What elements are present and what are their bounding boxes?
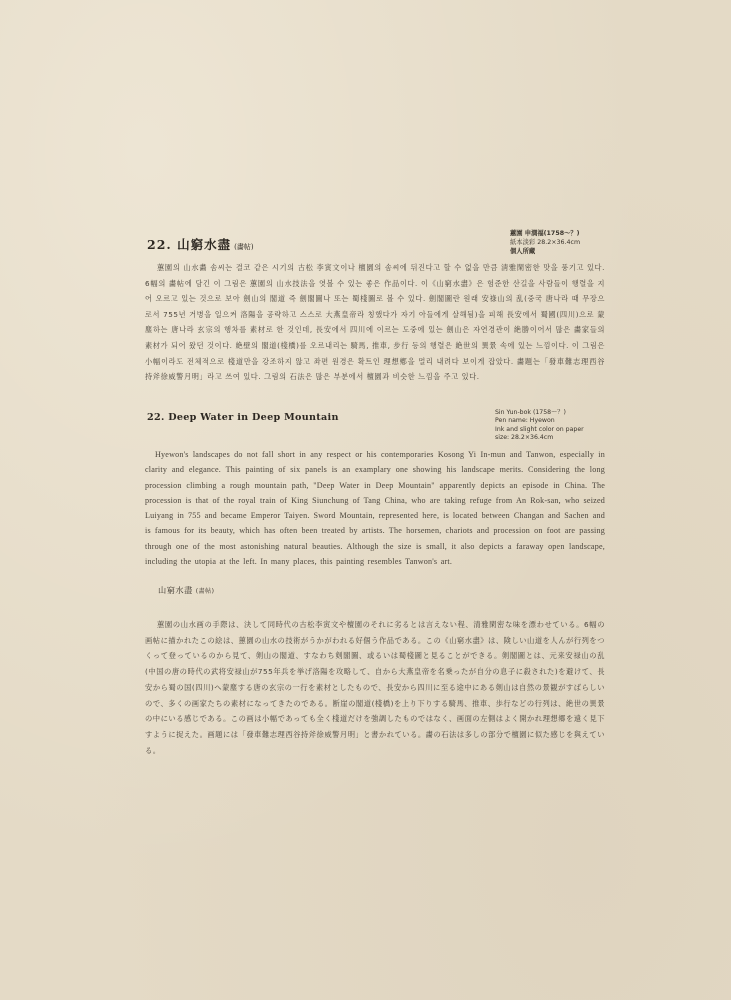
korean-artwork-meta [510,229,580,256]
english-body-text: Hyewon's landscapes do not fall short in any respect or his contemporaries Kosong Yi In-mun and Tanwon, especially in clarity and elegance. This painting of six panels is an examplary one showing his landscape merits. Considering the long procession climbing a rough mountain path, "Deep Water in Deep Mountain" apparently depicts an episode in China. The procession is that of the royal train of King Siunchung of Tang China, who are taking refuge from An Rok-san, who seized Luiyang in 755 and became Emperor Taiyen. Sword Mountain, represented here, is located between Changan and Sachen and is famous for its beauty, which has often been treated by artists. The horsemen, chariots and procession on foot are passing through one of the most astonishing natural beauties. Although the size is small, it also depicts a faraway open landscape, including the utopia at the left. In many places, this painting resembles Tanwon's art. [145,450,605,567]
japanese-section [145,585,605,758]
korean-header [145,226,605,260]
korean-meta-collection: 個人所藏 [510,248,536,255]
japanese-title-text: 山窮水盡 [158,585,193,595]
korean-section [145,226,605,385]
english-artwork-meta [495,409,584,443]
japanese-body-text: 蕙園の山水画の手際は、決して同時代の古松李寅文や檀園のそれに劣るとは言えない程、清雅閑密な味を漂わせている。6幅の画帖に描かれたこの絵は、蕙園の山水の技術がうかがわれる好個う作品である。この《山窮水盡》は、険しい山道を人んが行列をつくって登っているのから見て、剣山の閣道、すなわち剣閣圖、或るいは蜀棧圖と見ることができる。剣閣圖とは、元来安禄山の乱(中国の唐の時代の武将安禄山が755年兵を挙げ洛陽を攻略して、自から大燕皇帝を名乗ったが自分の息子に殺された)を避けて、長安から蜀の国(四川)へ蒙塵する唐の玄宗の一行を素材としたもので、長安から四川に至る途中にある剣山は自然の景観がすばらしいので、多くの画家たちの素材になってきたのである。断崖の閣道(棧橋)を上り下りする騎馬、推車、歩行などの行列は、絶世の異景の中にいる感じである。この画は小幅であっても全く棧道だけを強調したものではなく、画面の左側はよく開かれ理想郷を遠く見下すように捉えた。画題には「發車難志理西谷持斧徐威警月明」と書かれている。畵の石法は多しの部分で檀園に似た感じを與えている。 [145,620,606,755]
english-header [145,407,605,447]
korean-title-text: 22. 山窮水盡 [147,237,232,252]
japanese-title-sub: (畵帖) [195,588,215,595]
english-section [145,407,605,569]
korean-title-sub: (畵帖) [234,243,254,251]
japanese-title [158,585,605,596]
japanese-header [145,585,605,617]
english-meta-medium: Ink and slight color on paper [495,425,584,433]
english-meta-artist: Sin Yun-bok (1758～？) [495,409,566,416]
korean-meta-artist: 蕙園 申潤福(1758～？) [510,230,580,237]
korean-body-text: 蕙園의 山水畵 솜씨는 결코 같은 시기의 古松 李寅文이나 檀園의 솜씨에 뒤진다고 할 수 없을 만큼 淸雅閑密한 맛을 풍기고 있다. 6幅의 畵帖에 담긴 이 그림은 蕙園의 山水技法을 엿볼 수 있는 좋은 作品이다. 이《山窮水盡》은 험준한 산길을 사람들이 행렬을 지어 오르고 있는 것으로 보아 劍山의 閣道 즉 劍閣圖나 또는 蜀棧圖로 볼 수 있다. 劍閣圖란 원래 安祿山의 乱(중국 唐나라 때 무장으로서 755년 거병을 일으켜 洛陽을 공략하고 스스로 大燕皇帝라 칭했다가 자기 아들에게 살해됨)을 피해 長安에서 蜀國(四川)으로 蒙塵하는 唐나라 玄宗의 행차를 素材로 한 것인데, 長安에서 四川에 이르는 도중에 있는 劍山은 자연경관이 絶勝이어서 많은 畵家들의 素材가 되어 왔던 것이다. 絶壁의 閣道(棧橋)를 오르내리는 騎馬, 推車, 步行 등의 행렬은 絶世의 異景 속에 있는 느낌이다. 이 그림은 小幅이라도 전체적으로 棧道만을 강조하지 않고 좌편 원경은 확트인 理想鄕을 멀리 내려다 보이게 잡았다. 畵題는「發車難志理西谷 持斧徐威警月明」라고 쓰여 있다. 그림의 石法은 많은 부분에서 檀園과 비슷한 느낌을 주고 있다. [145,263,605,382]
english-title: 22. Deep Water in Deep Mountain [147,412,339,423]
english-meta-pen-name: Pen name: Hyewon [495,417,555,425]
english-meta-size: size: 28.2×36.4cm [495,434,554,442]
korean-meta-medium: 紙本淡彩 28.2×36.4cm [510,239,581,246]
korean-title [147,235,254,253]
